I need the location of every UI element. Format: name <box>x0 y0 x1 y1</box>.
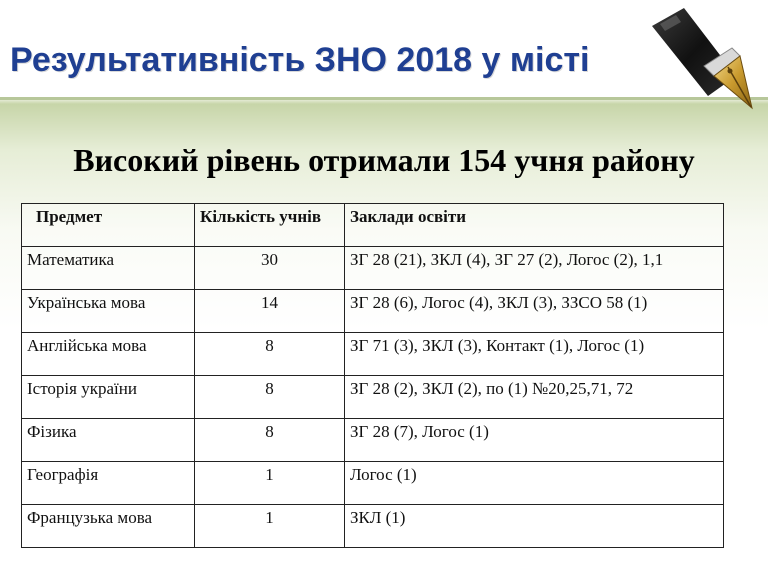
results-table <box>21 203 724 548</box>
cell-schools: ЗГ 28 (2), ЗКЛ (2), по (1) №20,25,71, 72 <box>345 376 724 419</box>
header-subject: Предмет <box>22 204 195 247</box>
table-row <box>22 333 724 376</box>
cell-count: 14 <box>195 290 345 333</box>
cell-schools: ЗКЛ (1) <box>345 505 724 548</box>
cell-subject: Фізика <box>22 419 195 462</box>
cell-schools: ЗГ 28 (21), ЗКЛ (4), ЗГ 27 (2), Логос (2), 1,1 <box>345 247 724 290</box>
header-schools: Заклади освіти <box>345 204 724 247</box>
cell-schools: ЗГ 28 (6), Логос (4), ЗКЛ (3), ЗЗСО 58 (1) <box>345 290 724 333</box>
table-row <box>22 419 724 462</box>
cell-subject: Французька мова <box>22 505 195 548</box>
cell-schools: Логос (1) <box>345 462 724 505</box>
cell-count: 1 <box>195 462 345 505</box>
cell-count: 8 <box>195 376 345 419</box>
cell-count: 8 <box>195 333 345 376</box>
table-row <box>22 376 724 419</box>
table-row <box>22 247 724 290</box>
header-count: Кількість учнів <box>195 204 345 247</box>
cell-schools: ЗГ 71 (3), ЗКЛ (3), Контакт (1), Логос (1) <box>345 333 724 376</box>
cell-count: 30 <box>195 247 345 290</box>
table-row <box>22 290 724 333</box>
cell-subject: Математика <box>22 247 195 290</box>
slide-subtitle: Високий рівень отримали 154 учня району <box>73 142 695 178</box>
slide-title: Результативність ЗНО 2018 у місті <box>10 41 590 79</box>
fountain-pen-icon <box>648 4 758 114</box>
table-header-row <box>22 204 724 247</box>
cell-count: 8 <box>195 419 345 462</box>
table-row <box>22 462 724 505</box>
cell-subject: Англійська мова <box>22 333 195 376</box>
cell-subject: Історія україни <box>22 376 195 419</box>
cell-schools: ЗГ 28 (7), Логос (1) <box>345 419 724 462</box>
cell-subject: Українська мова <box>22 290 195 333</box>
cell-count: 1 <box>195 505 345 548</box>
cell-subject: Географія <box>22 462 195 505</box>
table-row <box>22 505 724 548</box>
